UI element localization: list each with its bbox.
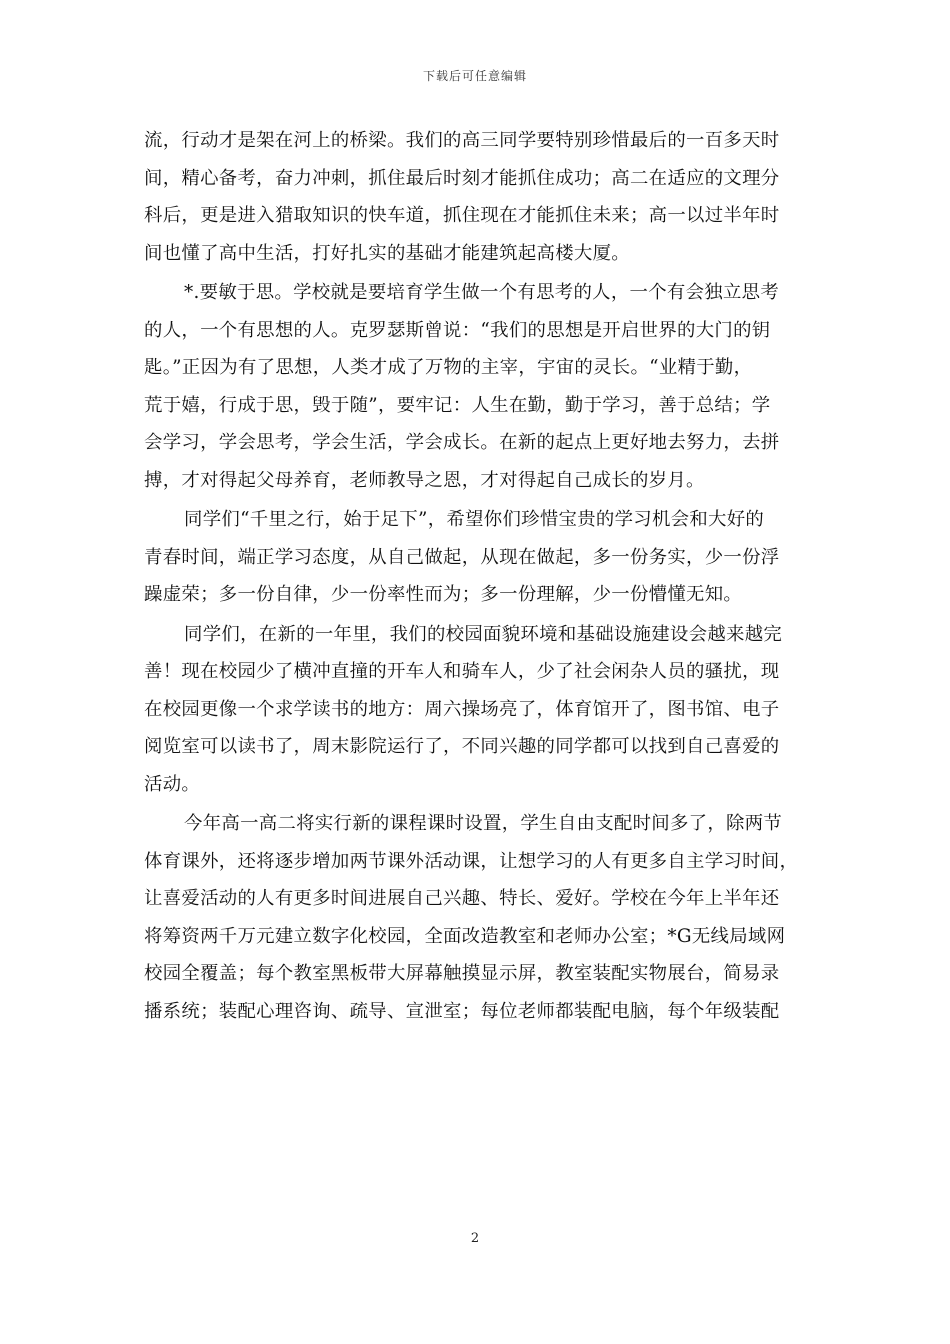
text-line: 的人，一个有思想的人。克罗瑟斯曾说：“我们的思想是开启世界的大门的钥 [144,319,771,341]
page-header: 下载后可任意编辑 [422,69,527,83]
text-line: 播系统；装配心理咨询、疏导、宣泄室；每位老师都装配电脑，每个年级装配 [144,1000,780,1022]
document-body [144,122,810,1030]
text-line: 活动。 [144,773,201,795]
paragraph [144,501,810,614]
text-line: 在校园更像一个求学读书的地方：周六操场亮了，体育馆开了，图书馆、电子 [144,698,780,720]
paragraph [144,122,810,272]
text-line: 科后，更是进入猎取知识的快车道，抓住现在才能抓住未来；高一以过半年时 [144,205,780,226]
text-line: 会学习，学会思考，学会生活，学会成长。在新的起点上更好地去努力，去拼 [144,432,780,453]
text-line: 今年高一高二将实行新的课程课时设置，学生自由支配时间多了，除两节 [184,813,783,834]
text-line: 匙。”正因为有了思想，人类才成了万物的主宰，宇宙的灵长。“业精于勤， [144,357,753,378]
paragraph [144,616,810,804]
page-number: 2 [470,1231,480,1246]
paragraph [144,805,810,1030]
paragraph [144,274,810,499]
text-line: 将筹资两千万元建立数字化校园，全面改造教室和老师办公室；*G无线局域网 [144,925,786,947]
text-line: 让喜爱活动的人有更多时间进展自己兴趣、特长、爱好。学校在今年上半年还 [144,888,780,909]
text-line: 体育课外，还将逐步增加两节课外活动课，让想学习的人有更多自主学习时间， [144,850,799,872]
text-line: *.要敏于思。学校就是要培育学生做一个有思考的人，一个有会独立思考 [184,282,780,303]
text-line: 同学们，在新的一年里，我们的校园面貌环境和基础设施建设会越来越完 [184,623,783,645]
text-line: 荒于嬉，行成于思，毁于随”，要牢记：人生在勤，勤于学习，善于总结；学 [144,394,771,416]
text-line: 搏，才对得起父母养育，老师教导之恩，才对得起自己成长的岁月。 [144,469,705,491]
text-line: 阅览室可以读书了，周末影院运行了，不同兴趣的同学都可以找到自己喜爱的 [144,736,780,757]
text-line: 同学们“千里之行，始于足下”，希望你们珍惜宝贵的学习机会和大好的 [184,509,765,530]
text-line: 间也懂了高中生活，打好扎实的基础才能建筑起高楼大厦。 [144,242,630,264]
text-line: 流，行动才是架在河上的桥梁。我们的高三同学要特别珍惜最后的一百多天时 [144,130,780,151]
text-line: 善！现在校园少了横冲直撞的开车人和骑车人，少了社会闲杂人员的骚扰，现 [144,661,780,682]
text-line: 青春时间，端正学习态度，从自己做起，从现在做起，多一份务实，少一份浮 [144,546,780,568]
text-line: 校园全覆盖；每个教室黑板带大屏幕触摸显示屏，教室装配实物展台，简易录 [144,963,780,984]
text-line: 躁虚荣；多一份自律，少一份率性而为；多一份理解，少一份懵懂无知。 [144,584,743,605]
text-line: 间，精心备考，奋力冲刺，抓住最后时刻才能抓住成功；高二在适应的文理分 [144,167,780,189]
